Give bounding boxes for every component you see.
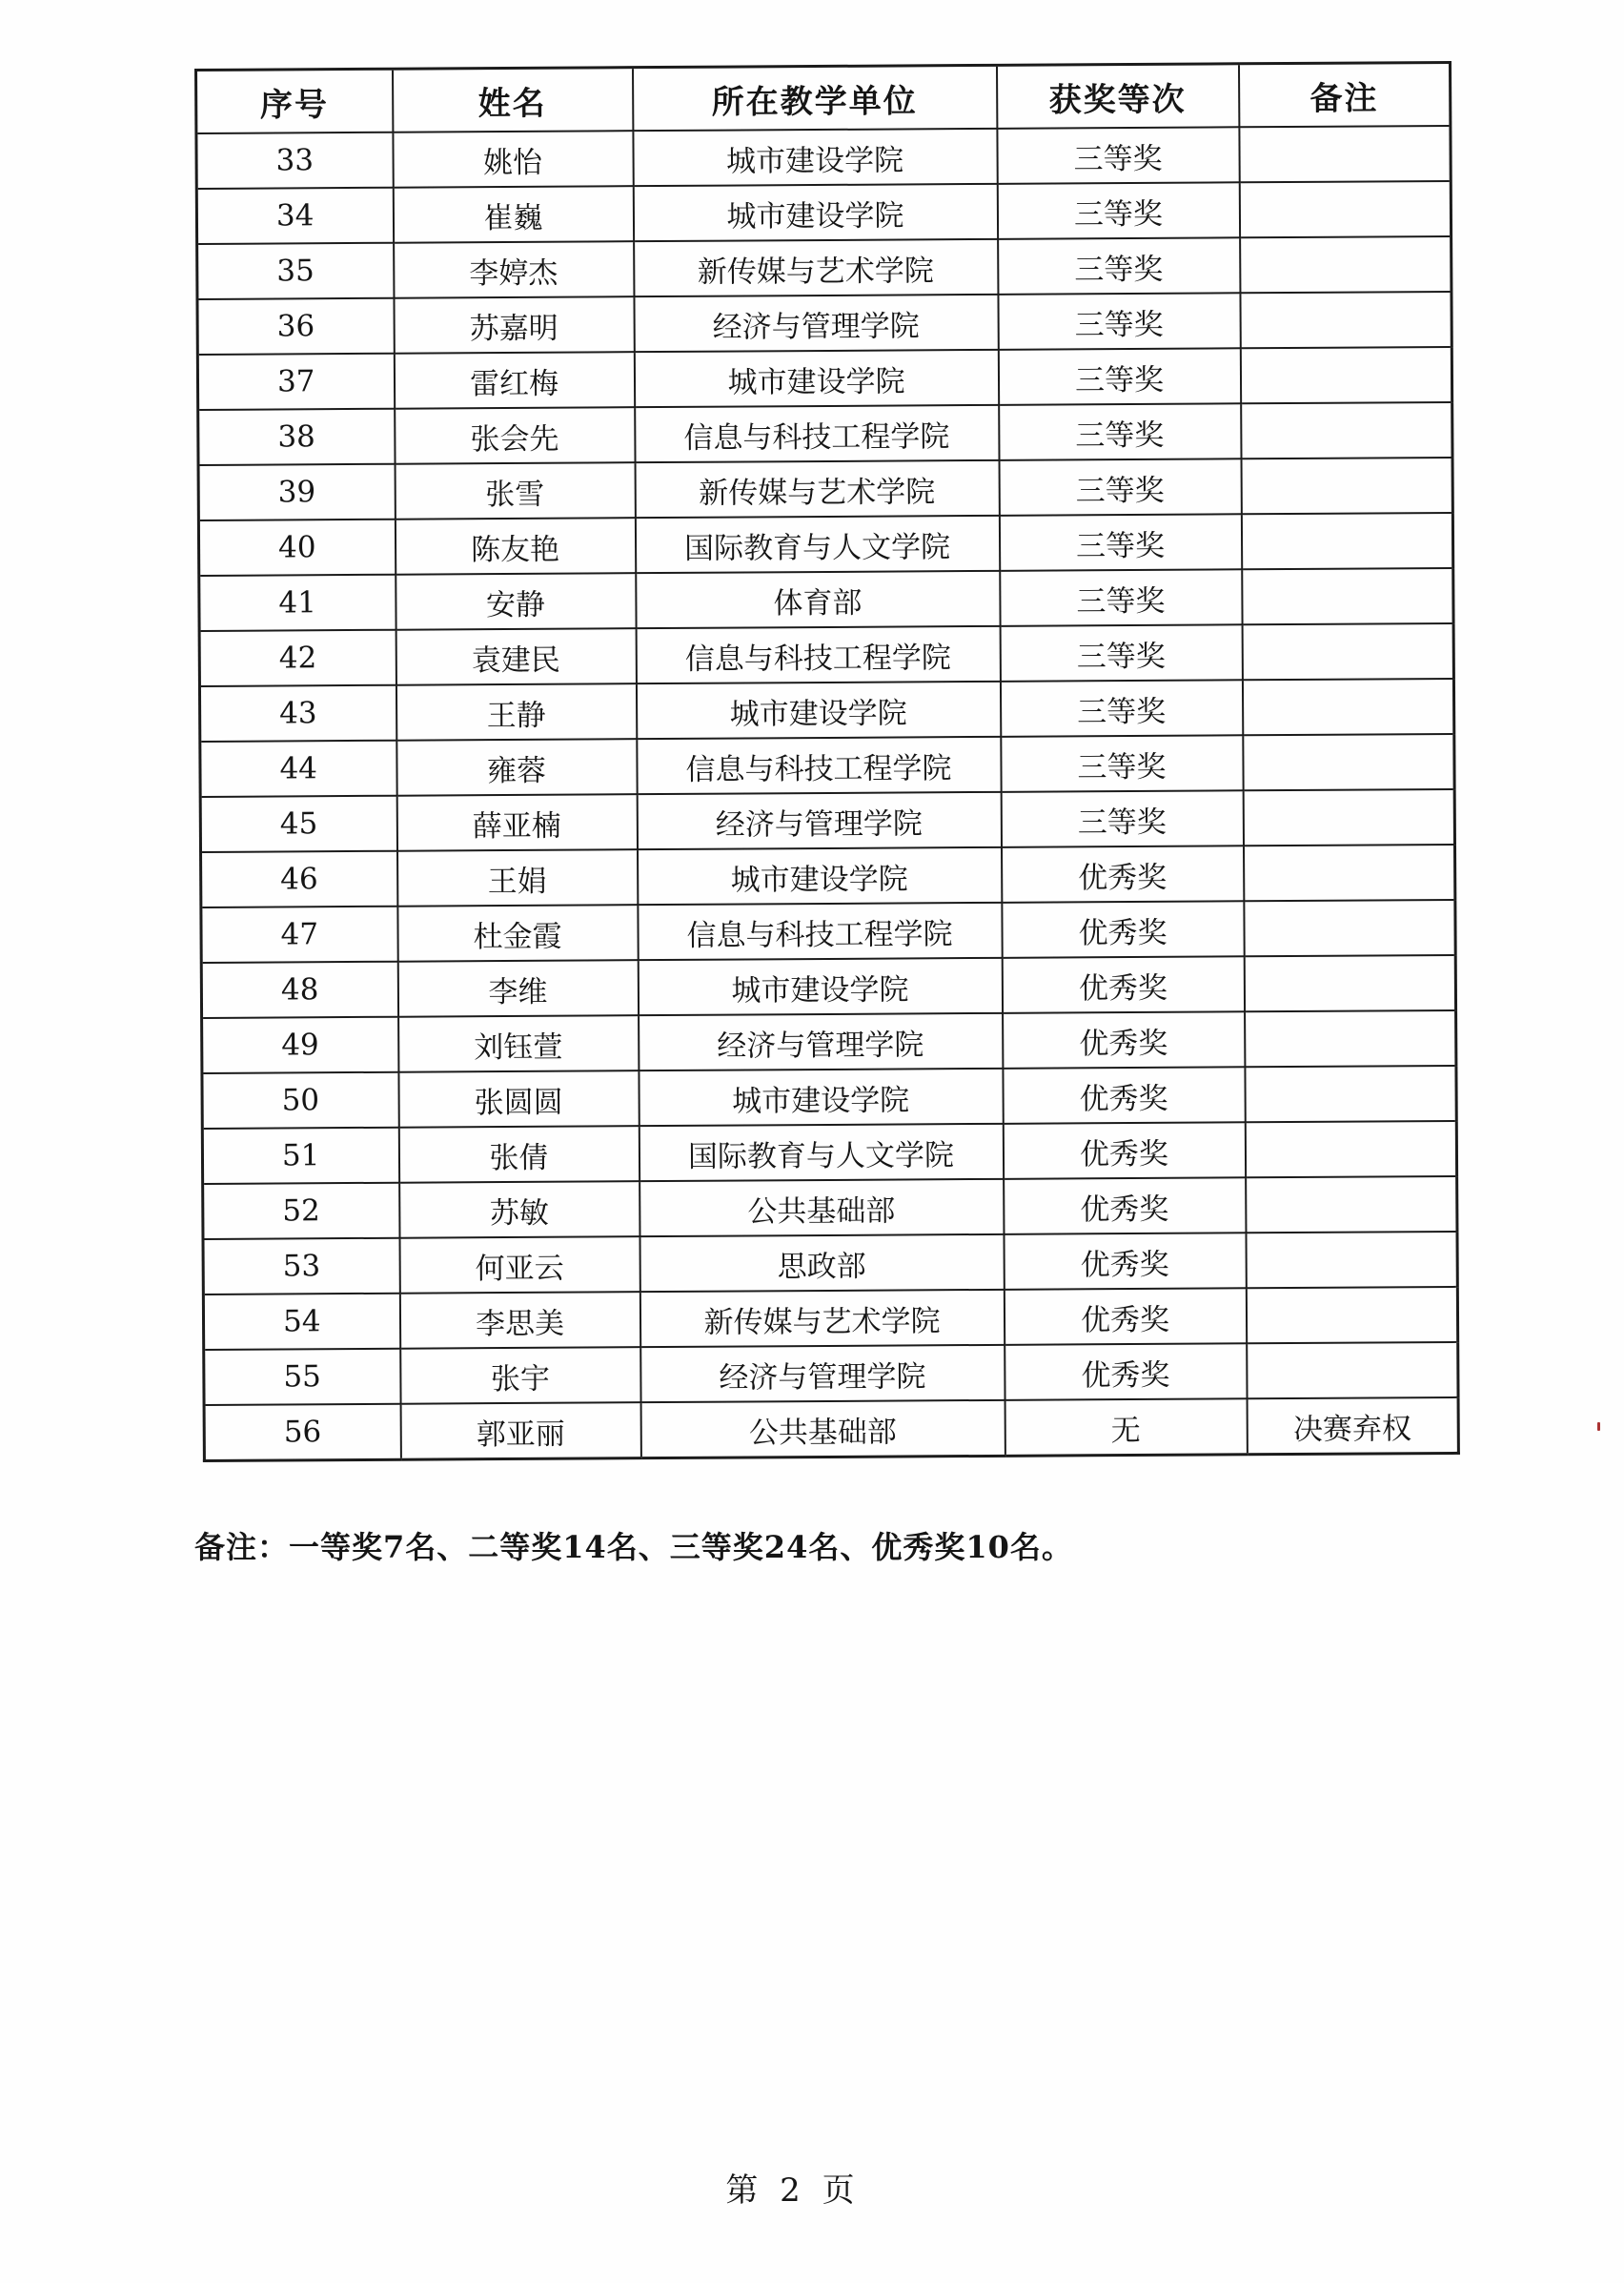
cell-serial-number: 41 (199, 575, 396, 631)
cell-remark (1246, 1176, 1457, 1233)
table-row (198, 458, 1452, 520)
table-row (199, 623, 1453, 686)
cell-teaching-unit: 新传媒与艺术学院 (634, 239, 998, 296)
cell-teaching-unit: 城市建设学院 (636, 682, 1000, 739)
cell-remark (1241, 458, 1452, 514)
table-row (201, 845, 1455, 907)
cell-remark (1242, 679, 1453, 735)
cell-teaching-unit: 经济与管理学院 (634, 295, 998, 352)
cell-remark (1243, 789, 1454, 846)
table-row (198, 513, 1452, 576)
table-row (200, 734, 1454, 797)
cell-serial-number: 47 (201, 907, 397, 963)
table-row (202, 1066, 1456, 1129)
award-table (194, 61, 1460, 1462)
cell-remark (1240, 236, 1451, 293)
cell-name: 李思美 (399, 1292, 639, 1349)
cell-serial-number: 46 (201, 851, 397, 907)
cell-remark (1246, 1232, 1457, 1288)
table-row (199, 568, 1453, 631)
cell-serial-number: 42 (199, 630, 396, 686)
cell-teaching-unit: 国际教育与人文学院 (639, 1124, 1003, 1181)
cell-teaching-unit: 新传媒与艺术学院 (639, 1290, 1004, 1347)
cell-serial-number: 39 (198, 464, 395, 520)
scan-speck (1597, 1422, 1600, 1431)
cell-teaching-unit: 信息与科技工程学院 (635, 405, 999, 462)
cell-remark (1243, 734, 1454, 790)
cell-serial-number: 54 (203, 1294, 399, 1350)
cell-name: 李婷杰 (394, 241, 634, 298)
cell-name: 王静 (396, 683, 636, 741)
cell-remark (1242, 623, 1453, 680)
table-row (203, 1232, 1457, 1294)
cell-remark (1242, 568, 1453, 624)
cell-name: 张会先 (395, 407, 635, 464)
cell-award-level: 三等奖 (1001, 790, 1243, 847)
cell-name: 郭亚丽 (400, 1402, 640, 1459)
cell-serial-number: 43 (199, 685, 396, 742)
header-award-level: 获奖等次 (996, 64, 1238, 129)
cell-serial-number: 37 (197, 354, 394, 410)
cell-serial-number: 44 (200, 741, 396, 797)
cell-remark (1247, 1342, 1458, 1398)
cell-name: 陈友艳 (395, 518, 635, 575)
table-row (198, 402, 1452, 465)
cell-teaching-unit: 经济与管理学院 (637, 792, 1001, 849)
cell-teaching-unit: 信息与科技工程学院 (638, 903, 1002, 960)
cell-serial-number: 35 (197, 243, 394, 299)
cell-award-level: 三等奖 (997, 127, 1239, 184)
cell-remark: 决赛弃权 (1247, 1397, 1458, 1455)
cell-serial-number: 53 (203, 1238, 399, 1294)
cell-award-level: 三等奖 (1001, 735, 1243, 792)
cell-serial-number: 56 (204, 1404, 400, 1461)
cell-award-level: 三等奖 (998, 237, 1240, 295)
cell-teaching-unit: 城市建设学院 (634, 350, 998, 407)
cell-teaching-unit: 新传媒与艺术学院 (635, 460, 999, 518)
cell-remark (1241, 402, 1452, 459)
table-row (203, 1176, 1457, 1239)
table-header (196, 62, 1451, 133)
header-teaching-unit: 所在教学单位 (633, 65, 997, 131)
cell-award-level: 三等奖 (997, 182, 1239, 239)
cell-teaching-unit: 城市建设学院 (633, 184, 997, 241)
table-row (197, 347, 1451, 410)
cell-serial-number: 40 (198, 520, 395, 576)
table-row (201, 900, 1455, 963)
cell-name: 李维 (397, 960, 638, 1017)
header-name: 姓名 (393, 68, 633, 132)
cell-serial-number: 38 (198, 409, 395, 465)
table-row (200, 789, 1454, 852)
cell-remark (1245, 1010, 1456, 1067)
cell-teaching-unit: 信息与科技工程学院 (636, 626, 1000, 683)
cell-remark (1239, 126, 1451, 182)
cell-teaching-unit: 思政部 (639, 1234, 1004, 1292)
table-body (196, 126, 1458, 1461)
cell-remark (1245, 1121, 1456, 1177)
cell-name: 张雪 (395, 462, 635, 520)
table-row (196, 126, 1451, 189)
cell-serial-number: 48 (201, 962, 397, 1018)
table-row (202, 1010, 1456, 1073)
cell-name: 苏敏 (399, 1181, 639, 1238)
cell-award-level: 三等奖 (998, 348, 1240, 405)
cell-award-level: 优秀奖 (1002, 901, 1244, 958)
cell-remark (1245, 1066, 1456, 1122)
cell-award-level: 优秀奖 (1004, 1177, 1246, 1234)
cell-teaching-unit: 公共基础部 (640, 1400, 1005, 1458)
cell-remark (1244, 955, 1455, 1011)
table-row (201, 955, 1455, 1018)
cell-name: 雷红梅 (394, 352, 634, 409)
cell-name: 刘钰萱 (398, 1015, 639, 1072)
cell-name: 王娟 (397, 849, 638, 907)
cell-name: 张圆圆 (398, 1070, 639, 1128)
cell-award-level: 三等奖 (999, 403, 1241, 460)
cell-award-level: 优秀奖 (1003, 1011, 1245, 1069)
cell-award-level: 优秀奖 (1004, 1233, 1246, 1290)
cell-name: 何亚云 (399, 1236, 639, 1294)
table-row (203, 1287, 1457, 1350)
cell-remark (1246, 1287, 1457, 1343)
header-serial-number: 序号 (196, 69, 393, 133)
cell-award-level: 无 (1005, 1398, 1247, 1456)
cell-remark (1240, 347, 1451, 403)
cell-name: 安静 (396, 573, 636, 630)
cell-award-level: 优秀奖 (1005, 1343, 1247, 1400)
cell-award-level: 三等奖 (998, 293, 1240, 350)
cell-remark (1241, 513, 1452, 569)
cell-remark (1244, 845, 1455, 901)
cell-name: 崔巍 (393, 186, 633, 243)
cell-serial-number: 45 (200, 796, 396, 852)
page-number: 第 2 页 (725, 2171, 861, 2210)
cell-name: 苏嘉明 (394, 296, 634, 354)
cell-teaching-unit: 城市建设学院 (638, 958, 1002, 1015)
cell-name: 杜金霞 (397, 905, 638, 962)
cell-serial-number: 50 (202, 1072, 398, 1129)
cell-teaching-unit: 体育部 (636, 571, 1000, 628)
table-row (202, 1121, 1456, 1184)
header-row (196, 62, 1451, 133)
cell-serial-number: 49 (202, 1017, 398, 1073)
cell-name: 袁建民 (396, 628, 636, 685)
cell-serial-number: 33 (196, 132, 393, 189)
table-row (196, 181, 1451, 244)
cell-name: 张宇 (400, 1347, 640, 1404)
cell-serial-number: 55 (204, 1349, 400, 1405)
cell-award-level: 三等奖 (1000, 624, 1242, 682)
table-row (204, 1342, 1458, 1405)
table-row (204, 1397, 1458, 1461)
cell-award-level: 三等奖 (1000, 569, 1242, 626)
cell-teaching-unit: 城市建设学院 (638, 847, 1002, 905)
cell-serial-number: 51 (202, 1128, 398, 1184)
cell-teaching-unit: 经济与管理学院 (640, 1345, 1005, 1402)
cell-teaching-unit: 城市建设学院 (639, 1069, 1003, 1126)
cell-award-level: 优秀奖 (1003, 1067, 1245, 1124)
cell-remark (1240, 292, 1451, 348)
cell-award-level: 三等奖 (999, 514, 1241, 571)
cell-remark (1244, 900, 1455, 956)
cell-award-level: 优秀奖 (1002, 956, 1244, 1013)
cell-award-level: 优秀奖 (1004, 1288, 1246, 1345)
cell-teaching-unit: 信息与科技工程学院 (637, 737, 1001, 794)
cell-teaching-unit: 公共基础部 (639, 1179, 1004, 1236)
cell-name: 薛亚楠 (396, 794, 637, 851)
cell-teaching-unit: 城市建设学院 (633, 129, 997, 186)
cell-serial-number: 34 (196, 188, 393, 244)
table-row (197, 236, 1451, 299)
cell-award-level: 三等奖 (999, 459, 1241, 516)
cell-award-level: 三等奖 (1000, 680, 1242, 737)
cell-award-level: 优秀奖 (1002, 846, 1244, 903)
table-row (197, 292, 1451, 355)
cell-teaching-unit: 经济与管理学院 (639, 1013, 1003, 1070)
footnote: 备注：一等奖7名、二等奖14名、三等奖24名、优秀奖10名。 (194, 1529, 1073, 1565)
cell-remark (1239, 181, 1451, 237)
table-row (199, 679, 1453, 742)
cell-name: 姚怡 (393, 131, 633, 188)
cell-award-level: 优秀奖 (1003, 1122, 1245, 1179)
cell-serial-number: 36 (197, 298, 394, 355)
cell-serial-number: 52 (203, 1183, 399, 1239)
cell-name: 雍蓉 (396, 739, 637, 796)
cell-name: 张倩 (398, 1126, 639, 1183)
header-remark: 备注 (1238, 62, 1450, 127)
cell-teaching-unit: 国际教育与人文学院 (635, 516, 999, 573)
